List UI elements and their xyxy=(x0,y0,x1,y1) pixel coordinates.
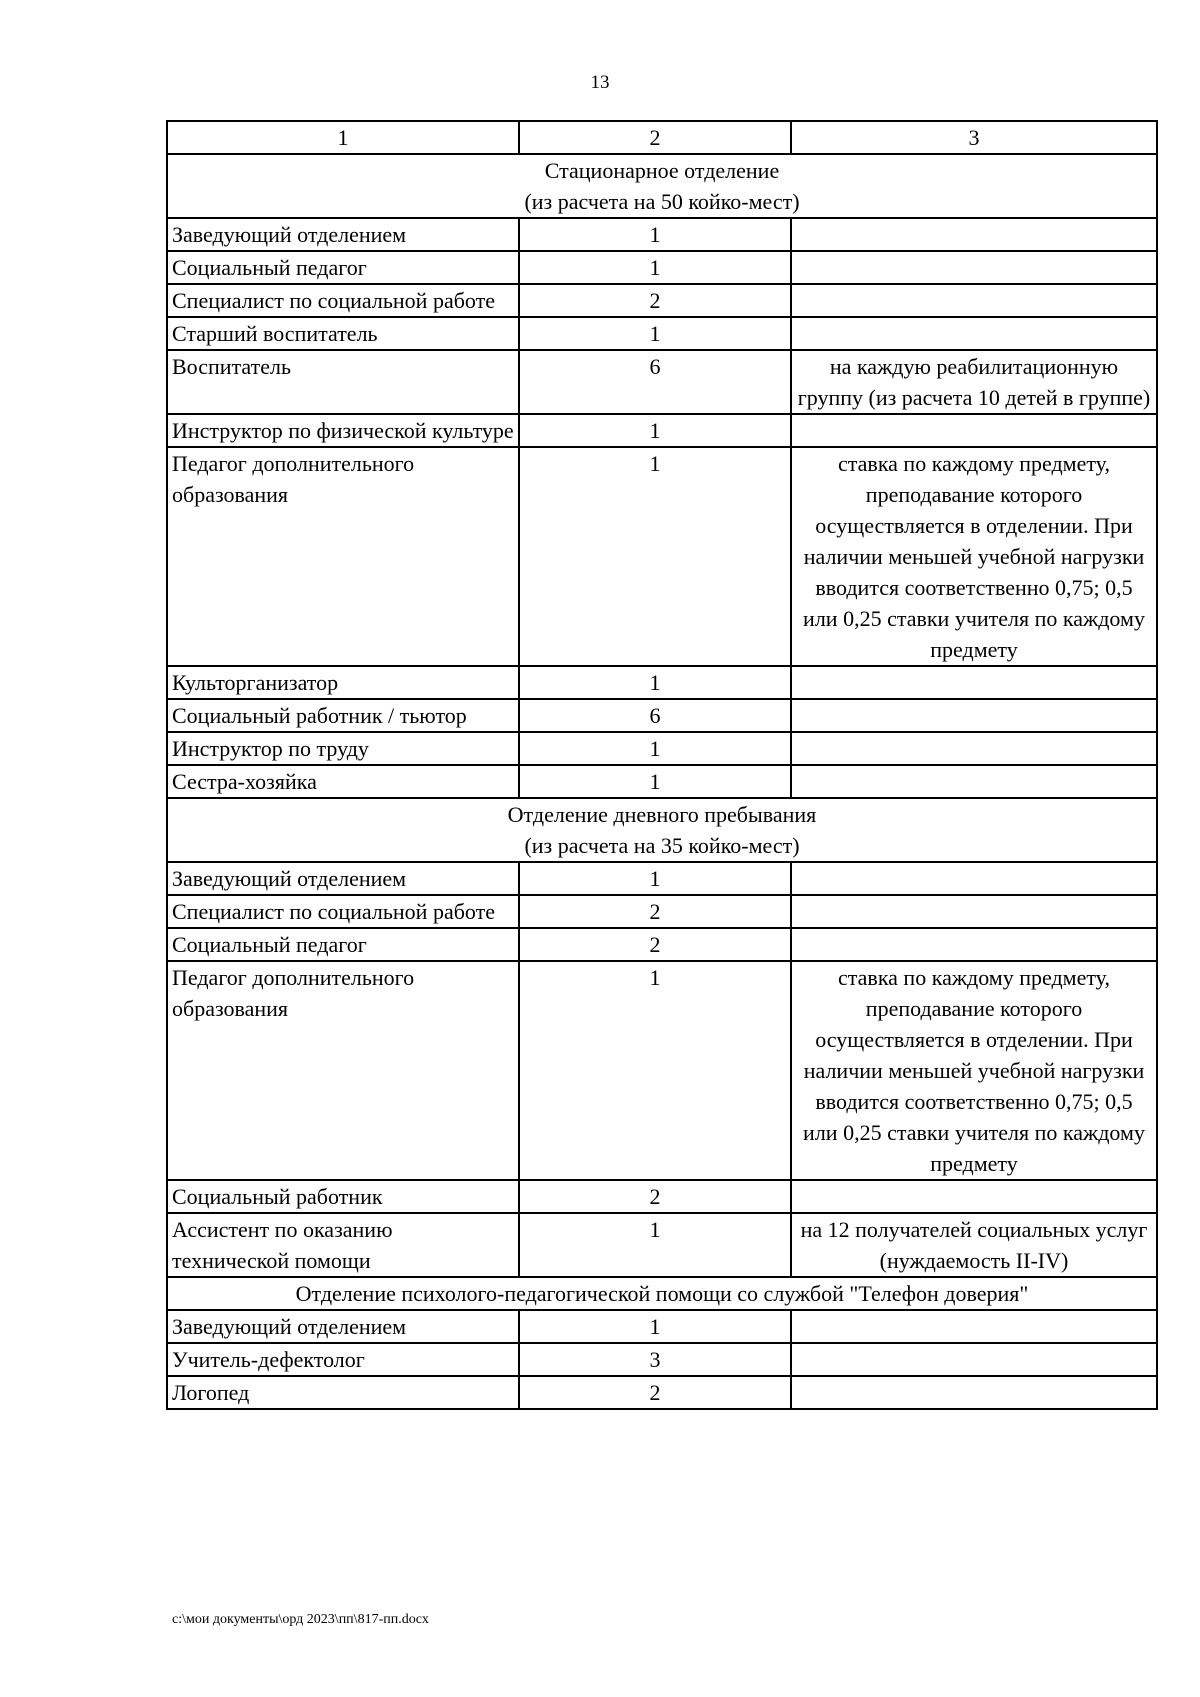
table-header-row xyxy=(167,121,1157,154)
section-title-line: (из расчета на 35 койко-мест) xyxy=(524,833,800,858)
note-cell xyxy=(791,1180,1157,1213)
count-cell: 1 xyxy=(519,1213,791,1277)
section-header-row xyxy=(167,154,1157,218)
count-cell: 2 xyxy=(519,1180,791,1213)
note-cell xyxy=(791,317,1157,350)
position-cell: Сестра-хозяйка xyxy=(167,765,519,798)
position-cell: Социальный педагог xyxy=(167,928,519,961)
note-cell xyxy=(791,447,1157,666)
position-cell: Социальный педагог xyxy=(167,251,519,284)
note-cell xyxy=(791,1376,1157,1409)
section-title xyxy=(167,1277,1157,1310)
table-row xyxy=(167,928,1157,961)
position-cell: Педагог дополнительного образования xyxy=(167,447,519,666)
section-header-row xyxy=(167,798,1157,862)
note-cell xyxy=(791,862,1157,895)
count-cell: 2 xyxy=(519,928,791,961)
column-header-2: 2 xyxy=(519,121,791,154)
note-cell xyxy=(791,928,1157,961)
note-cell xyxy=(791,1310,1157,1343)
table-row xyxy=(167,284,1157,317)
footer-file-path: c:\мои документы\орд 2023\пп\817-пп.docx xyxy=(172,1612,429,1627)
note-cell xyxy=(791,251,1157,284)
position-cell: Заведующий отделением xyxy=(167,1310,519,1343)
count-cell: 1 xyxy=(519,961,791,1180)
position-cell: Социальный работник xyxy=(167,1180,519,1213)
column-header-3: 3 xyxy=(791,121,1157,154)
count-cell: 2 xyxy=(519,284,791,317)
table-row xyxy=(167,961,1157,1180)
position-cell: Учитель-дефектолог xyxy=(167,1343,519,1376)
table-row xyxy=(167,1376,1157,1409)
position-cell: Ассистент по оказанию технической помощи xyxy=(167,1213,519,1277)
count-cell: 2 xyxy=(519,1376,791,1409)
count-cell: 6 xyxy=(519,350,791,414)
count-cell: 1 xyxy=(519,666,791,699)
table-row xyxy=(167,1343,1157,1376)
section-header-row xyxy=(167,1277,1157,1310)
count-cell: 1 xyxy=(519,317,791,350)
count-cell: 1 xyxy=(519,732,791,765)
table-row xyxy=(167,350,1157,414)
table-row xyxy=(167,765,1157,798)
table-row xyxy=(167,666,1157,699)
note-cell xyxy=(791,1213,1157,1277)
position-cell: Инструктор по труду xyxy=(167,732,519,765)
note-cell xyxy=(791,414,1157,447)
position-cell: Специалист по социальной работе xyxy=(167,895,519,928)
note-cell xyxy=(791,284,1157,317)
table-row xyxy=(167,1213,1157,1277)
note-text: ставка по каждому предмету, преподавание которого осуществляется в отделении. При наличии меньшей учебной нагрузки вводится соответственно 0,75; 0,5 или 0,25 ставки учителя по каждому предмету xyxy=(803,451,1145,662)
section-title xyxy=(167,798,1157,862)
table-row xyxy=(167,1310,1157,1343)
count-cell: 1 xyxy=(519,414,791,447)
count-cell: 1 xyxy=(519,765,791,798)
table-row xyxy=(167,732,1157,765)
table-row xyxy=(167,251,1157,284)
position-cell: Социальный работник / тьютор xyxy=(167,699,519,732)
section-title xyxy=(167,154,1157,218)
table-row xyxy=(167,317,1157,350)
count-cell: 1 xyxy=(519,447,791,666)
count-cell: 1 xyxy=(519,218,791,251)
note-text: на 12 получателей социальных услуг (нуждаемость II-IV) xyxy=(800,1217,1148,1273)
note-cell xyxy=(791,895,1157,928)
note-cell xyxy=(791,699,1157,732)
table-row xyxy=(167,414,1157,447)
column-header-1: 1 xyxy=(167,121,519,154)
staffing-table xyxy=(166,120,1158,1410)
table-row xyxy=(167,1180,1157,1213)
count-cell: 1 xyxy=(519,251,791,284)
table-row xyxy=(167,699,1157,732)
note-text: на каждую реабилитационную группу (из расчета 10 детей в группе) xyxy=(797,354,1151,410)
note-cell xyxy=(791,961,1157,1180)
position-cell: Логопед xyxy=(167,1376,519,1409)
position-cell: Инструктор по физической культуре xyxy=(167,414,519,447)
note-cell xyxy=(791,1343,1157,1376)
note-cell xyxy=(791,218,1157,251)
section-title-line: Отделение дневного пребывания xyxy=(507,802,817,827)
count-cell: 1 xyxy=(519,862,791,895)
position-cell: Заведующий отделением xyxy=(167,218,519,251)
count-cell: 6 xyxy=(519,699,791,732)
note-cell xyxy=(791,666,1157,699)
position-cell: Заведующий отделением xyxy=(167,862,519,895)
position-cell: Педагог дополнительного образования xyxy=(167,961,519,1180)
position-cell: Старший воспитатель xyxy=(167,317,519,350)
staffing-table-body xyxy=(167,121,1157,1409)
page-number: 13 xyxy=(590,72,610,93)
table-row xyxy=(167,895,1157,928)
position-cell: Культорганизатор xyxy=(167,666,519,699)
note-cell xyxy=(791,765,1157,798)
count-cell: 1 xyxy=(519,1310,791,1343)
count-cell: 2 xyxy=(519,895,791,928)
position-cell: Специалист по социальной работе xyxy=(167,284,519,317)
section-title-line: (из расчета на 50 койко-мест) xyxy=(524,189,800,214)
note-text: ставка по каждому предмету, преподавание которого осуществляется в отделении. При наличии меньшей учебной нагрузки вводится соответственно 0,75; 0,5 или 0,25 ставки учителя по каждому предмету xyxy=(803,965,1145,1176)
section-title-line: Стационарное отделение xyxy=(544,158,780,183)
note-cell xyxy=(791,350,1157,414)
count-cell: 3 xyxy=(519,1343,791,1376)
table-row xyxy=(167,447,1157,666)
note-cell xyxy=(791,732,1157,765)
section-title-line: Отделение психолого-педагогической помощи со службой "Телефон доверия" xyxy=(295,1281,1029,1306)
table-row xyxy=(167,218,1157,251)
table-row xyxy=(167,862,1157,895)
position-cell: Воспитатель xyxy=(167,350,519,414)
